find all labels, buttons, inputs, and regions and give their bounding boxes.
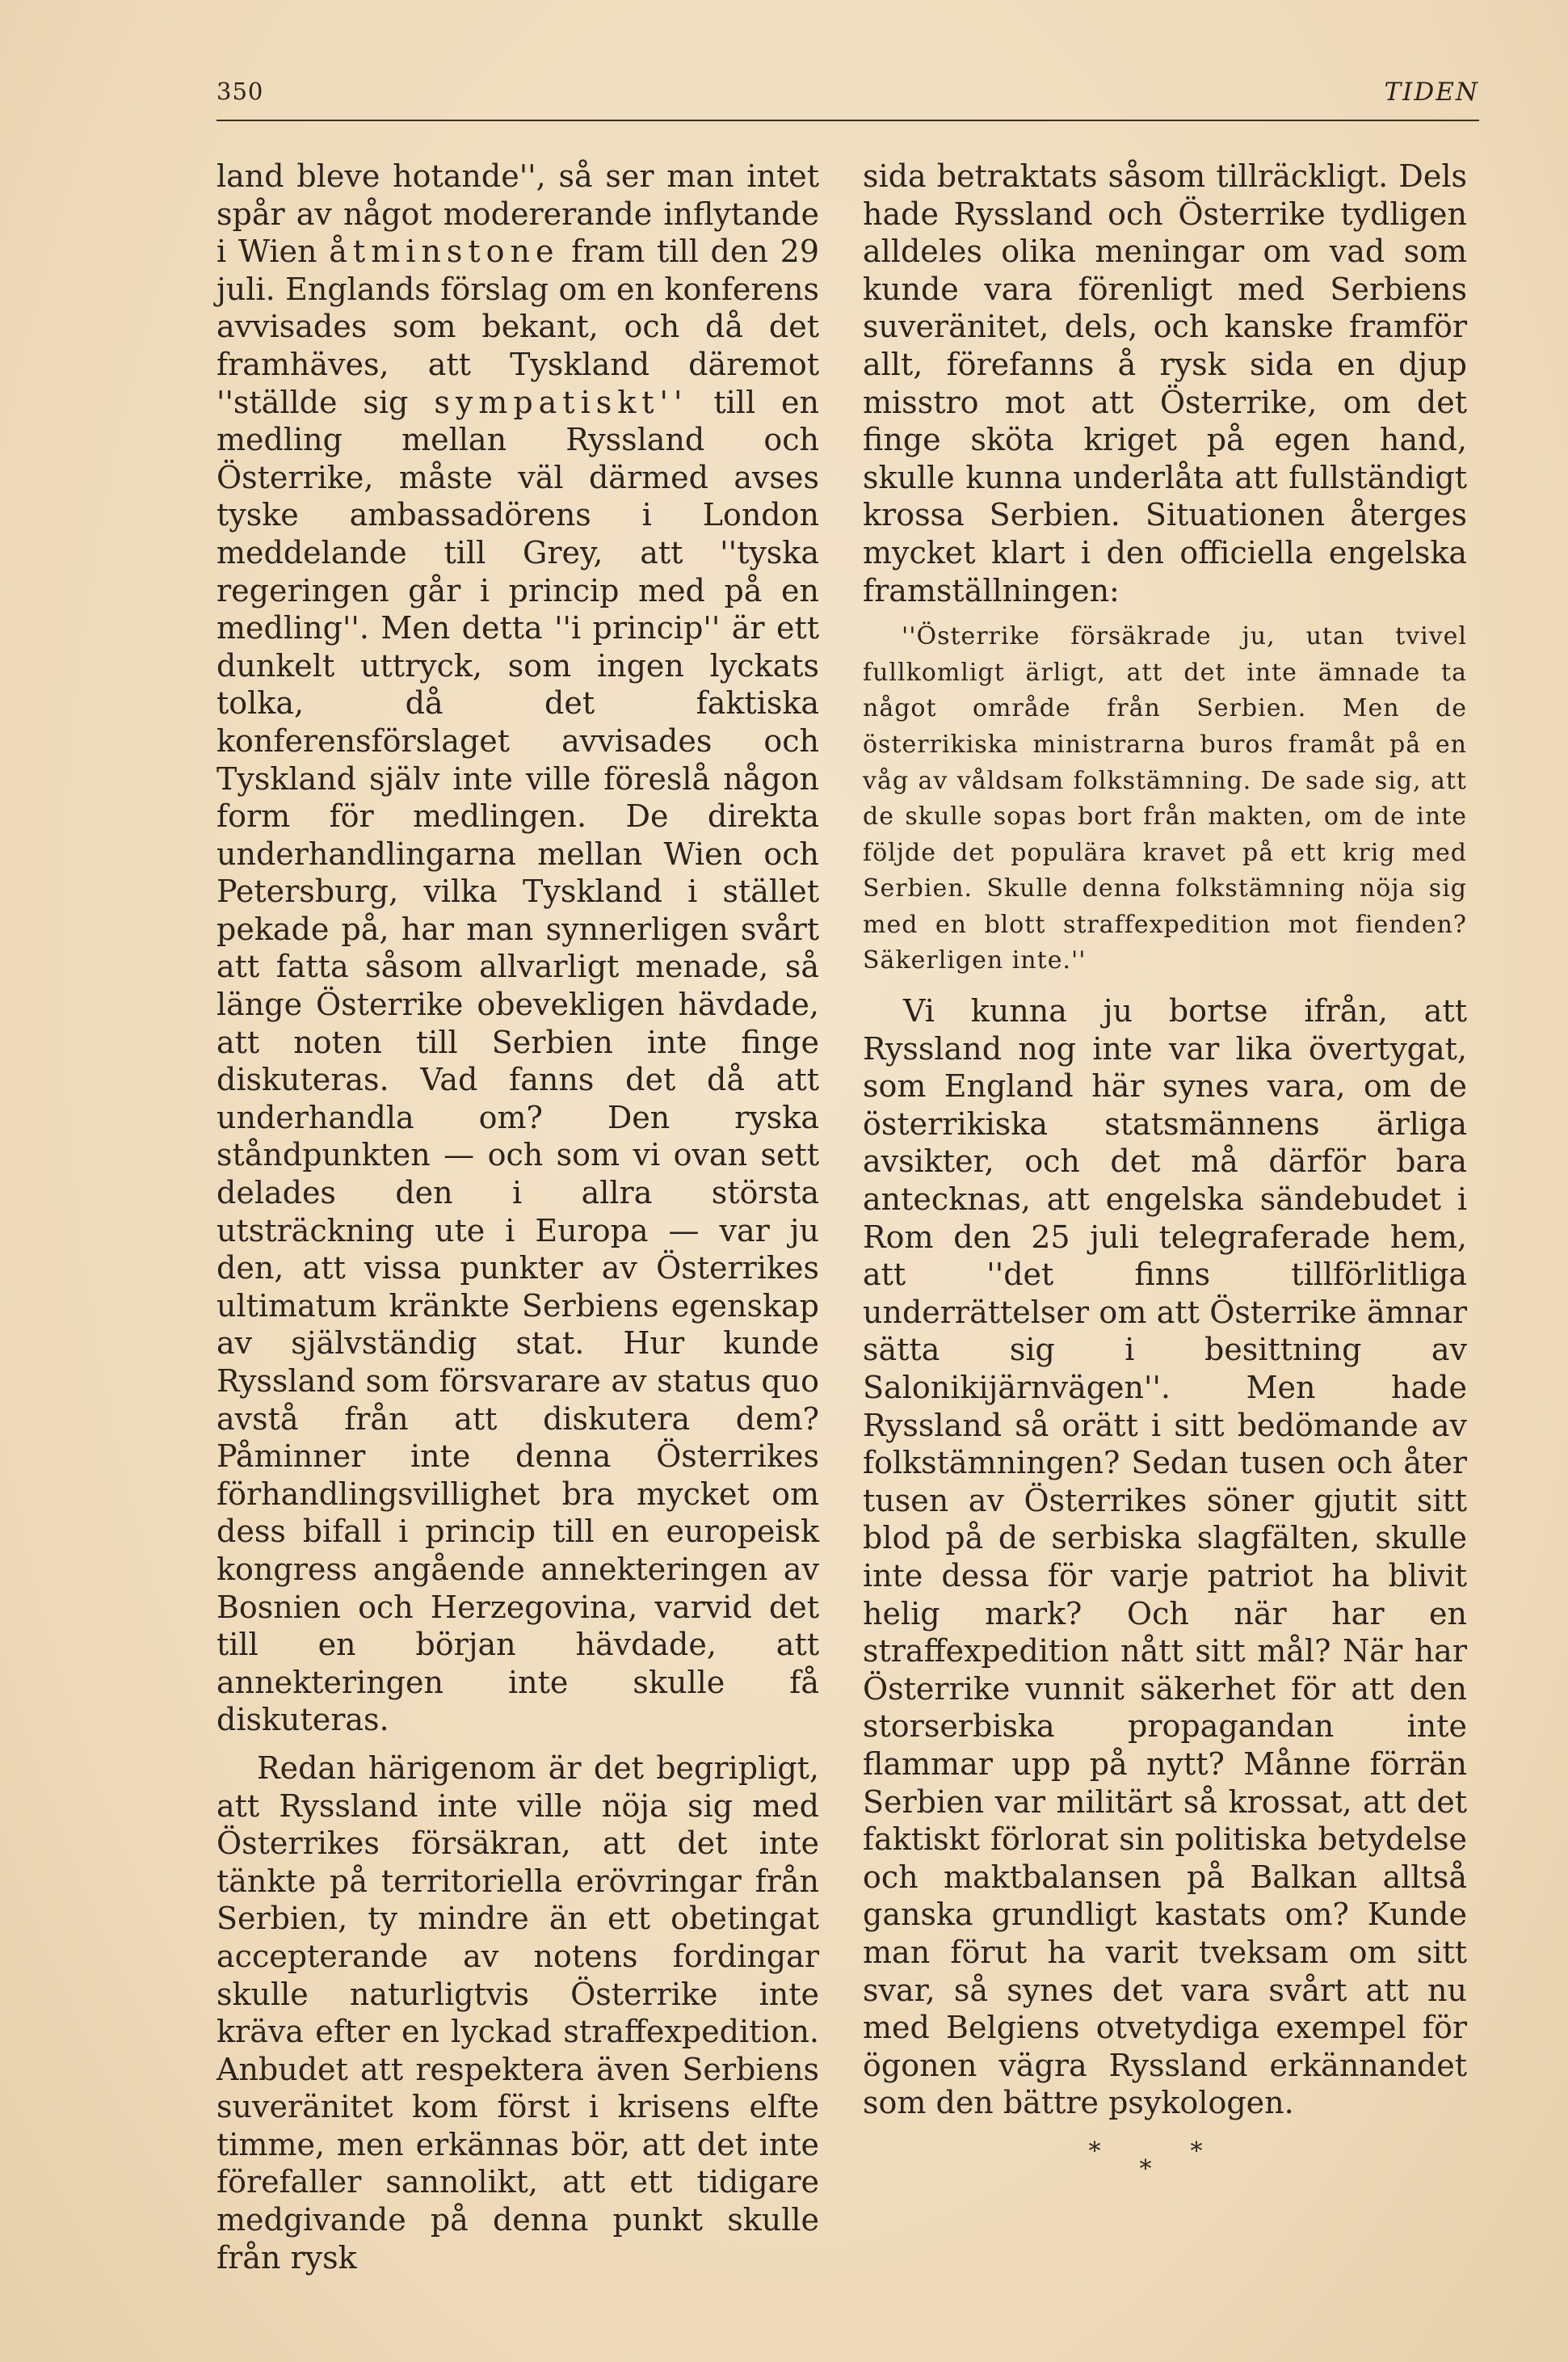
page-number: 350: [216, 78, 264, 105]
left-p1-part-b: fram till den 29 juli. Englands förslag om en konferens avvisades som bekant, och då det framhäves, att Tyskland däremot ''ställde sig: [216, 234, 819, 420]
left-p1-part-c: till en medling mellan Ryssland och Österrike, måste väl därmed avses tyske ambassadörens i London meddelande till Grey, att ''tyska regeringen går i princip med på en medling''. Men detta ''i princip'' är ett dunkelt uttryck, som ingen lyckats tolka, då det faktiska konferensförslaget avvisades och Tyskland själv inte ville föreslå någon form för medlingen. De direkta underhandlingarna mellan Wien och Petersburg, vilka Tyskland i stället pekade på, har man synnerligen svårt att fatta såsom allvarligt menade, så länge Österrike obevekligen hävdade, att noten till Serbien inte finge diskuteras. Vad fanns det då att underhandla om? Den ryska ståndpunkten — och som vi ovan sett delades den i allra största utsträckning ute i Europa — var ju den, att vissa punkter av Österrikes ultimatum kränkte Serbiens egenskap av självständig stat. Hur kunde Ryssland som försvarare av status quo avstå från att diskutera dem? Påminner inte denna Österrikes förhandlingsvillighet bra mycket om dess bifall i princip till en europeisk kongress angående annekteringen av Bosnien och Herzegovina, varvid det till en början hävdade, att annekteringen inte skulle få diskuteras.: [216, 384, 819, 1738]
asterism-star-2: *: [1139, 2154, 1191, 2183]
left-p1-part-a: land bleve hotande'', så ser man intet spår av något modererande inflytande i Wien: [216, 158, 819, 270]
right-column: [863, 158, 1467, 2183]
left-p1-spaced-word-2: sympatiskt'': [434, 384, 688, 420]
page-header: [216, 78, 1479, 126]
right-paragraph-1: sida betraktats såsom tillräckligt. Dels hade Ryssland och Österrike tydligen alldeles olika meningar om vad som kunde vara förenligt med Serbiens suveränitet, dels, och kanske framför allt, förefanns å rysk sida en djup misstro mot att Österrike, om det finge sköta kriget på egen hand, skulle kunna underlåta att fullständigt krossa Serbien. Situationen återges mycket klart i den officiella engelska framställningen:: [863, 158, 1467, 608]
left-paragraph-2: Redan härigenom är det begripligt, att Ryssland inte ville nöja sig med Österrikes försäkran, att det inte tänkte på territoriella erövringar från Serbien, ty mindre än ett obetingat accepterande av notens fordingar skulle naturligtvis Österrike inte kräva efter en lyckad straffexpedition. Anbudet att respektera även Serbiens suveränitet kom först i krisens elfte timme, men erkännas bör, att det inte förefaller sannolikt, att ett tidigare medgivande på denna punkt skulle från rysk: [216, 1749, 819, 2276]
left-p1-spaced-word: åtminstone: [329, 234, 560, 270]
asterism-star-3: *: [1190, 2137, 1242, 2166]
running-title: TIDEN: [1384, 78, 1479, 107]
section-asterism: [863, 2137, 1467, 2183]
block-quote: ''Österrike försäkrade ju, utan tvivel fullkomligt ärligt, att det inte ämnade ta något område från Serbien. Men de österrikiska ministrarna buros framåt på en våg av våldsam folkstämning. De sade sig, att de skulle sopas bort från makten, om de inte följde det populära kravet på ett krig med Serbien. Skulle denna folkstämning nöja sig med en blott straffexpedition mot fienden? Säkerligen inte.'': [863, 622, 1467, 975]
header-rule: [216, 120, 1479, 121]
right-paragraph-2: Vi kunna ju bortse ifrån, att Ryssland nog inte var lika övertygat, som England här synes vara, om de österrikiska statsmännens ärliga avsikter, och det må därför bara antecknas, att engelska sändebudet i Rom den 25 juli telegraferade hem, att ''det finns tillförlitliga underrättelser om att Österrike ämnar sätta sig i besittning av Salonikijärnvägen''. Men hade Ryssland så orätt i sitt bedömande av folkstämningen? Sedan tusen och åter tusen av Österrikes söner gjutit sitt blod på de serbiska slagfälten, skulle inte dessa för varje patriot ha blivit helig mark? Och när har en straffexpedition nått sitt mål? När har Österrike vunnit säkerhet för att den storserbiska propagandan inte flammar upp på nytt? Månne förrän Serbien var militärt så krossat, att det faktiskt förlorat sin politiska betydelse och maktbalansen på Balkan alltså ganska grundligt kastats om? Kunde man förut ha varit tveksam om sitt svar, så synes det vara svårt att nu med Belgiens otvetydiga exempel för ögonen vägra Ryssland erkännandet som den bättre psykologen.: [863, 993, 1467, 2121]
left-paragraph-1: [216, 158, 819, 1739]
left-column: [216, 158, 819, 2276]
asterism-star-1: *: [1088, 2137, 1140, 2166]
